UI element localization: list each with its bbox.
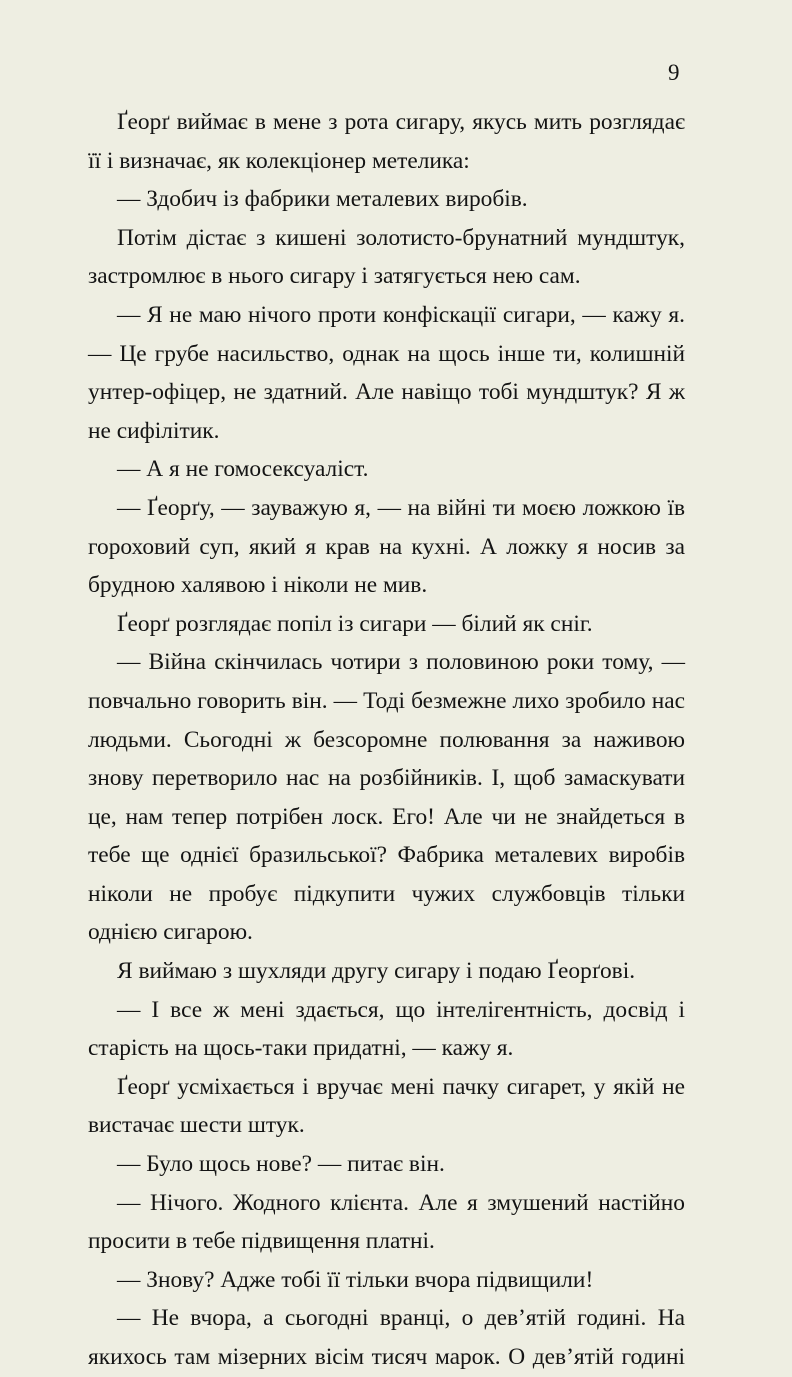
paragraph: — Знову? Адже тобі її тільки вчора підвищили! bbox=[117, 1266, 594, 1293]
paragraph: — Здобич із фабрики металевих виробів. bbox=[117, 186, 528, 213]
paragraph: Ґеорґ виймає в мене з рота сигару, якусь мить розглядає її і визначає, як колекціонер метелика: bbox=[88, 109, 685, 174]
paragraph: Ґеорґ усміхається і вручає мені пачку сигарет, у якій не вистачає шести штук. bbox=[88, 1073, 685, 1139]
paragraph: — Нічого. Жодного клієнта. Але я змушений настійно просити в тебе підвищення платні. bbox=[88, 1189, 685, 1255]
body-text bbox=[88, 103, 685, 1377]
paragraph: — Я не маю нічого проти конфіскації сигари, — кажу я. — Це грубе насильство, однак на щось інше ти, колишній унтер-офіцер, не здатний. Але навіщо тобі мундштук? Я ж не сифілітик. bbox=[88, 301, 685, 444]
paragraph: Ґеорґ розглядає попіл із сигари — білий як сніг. bbox=[117, 610, 593, 637]
paragraph: — Не вчора, а сьогодні вранці, о дев’ятій годині. На якихось там мізерних вісім тисяч марок. О дев’ятій годині bbox=[88, 1305, 685, 1370]
paragraph: — І все ж мені здається, що інтелігентність, досвід і старість на щось-таки придатні, — кажу я. bbox=[88, 996, 685, 1062]
paragraph: — Було щось нове? — питає він. bbox=[117, 1151, 445, 1178]
paragraph: — Війна скінчилась чотири з половиною роки тому, — повчально говорить він. — Тоді безмежне лихо зробило нас людьми. Сьогодні ж безсоромне полювання за наживою знову перетворило нас на розбійників. І, щоб замаскувати це, нам тепер потрібен лоск. Его! Але чи не знайдеться в тебе ще однієї бразильської? Фабрика металевих виробів ніколи не пробує підкупити чужих службовців тільки однією сигарою. bbox=[88, 649, 685, 946]
paragraph: — А я не гомосексуаліст. bbox=[117, 456, 369, 483]
page-number: 9 bbox=[668, 60, 680, 85]
paragraph: — Ґеорґу, — зауважую я, — на війні ти моєю ложкою їв гороховий суп, який я крав на кухні. А ложку я носив за брудною халявою і ніколи не мив. bbox=[88, 494, 685, 599]
paragraph: Потім дістає з кишені золотисто-брунатний мундштук, застромлює в нього сигару і затягується нею сам. bbox=[88, 224, 685, 290]
paragraph: Я виймаю з шухляди другу сигару і подаю Ґеорґові. bbox=[117, 958, 636, 985]
